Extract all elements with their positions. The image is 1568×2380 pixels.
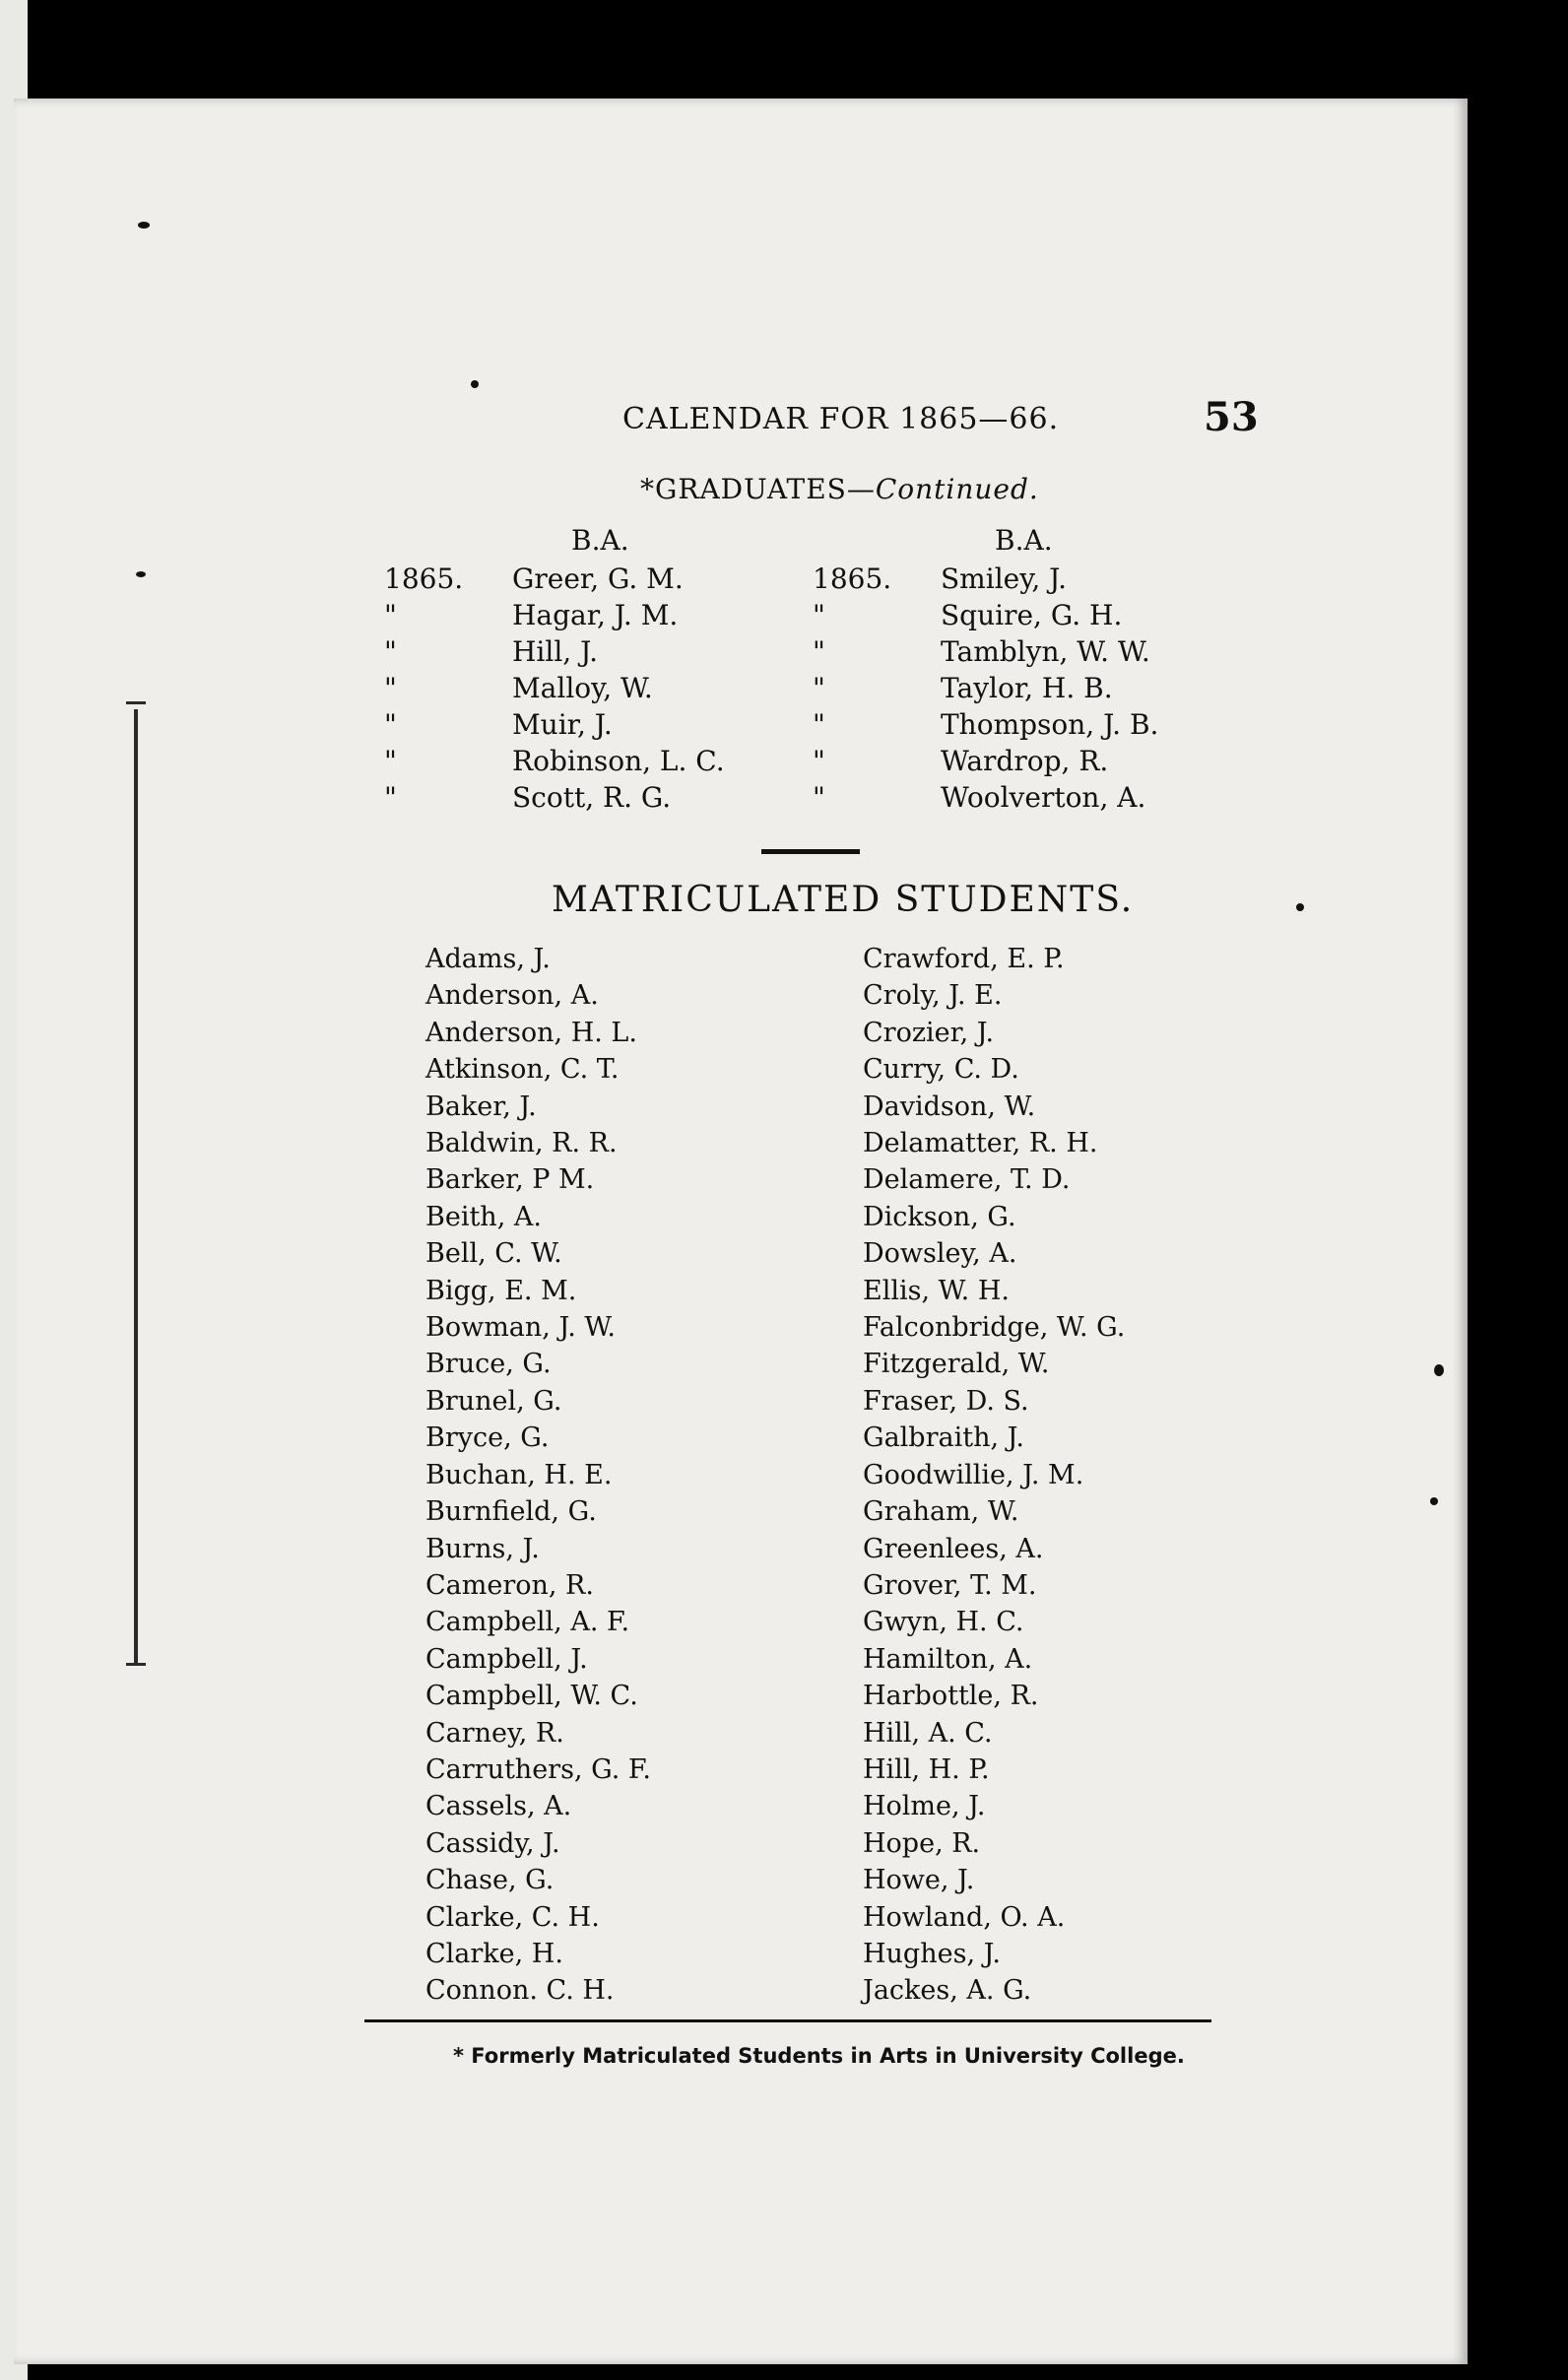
ink-speck [1296,903,1304,911]
graduate-row [384,633,725,670]
student-name: Bell, C. W. [425,1238,562,1270]
student-name: Adams, J. [425,944,551,974]
student-name: Graham, W. [863,1496,1019,1528]
section-divider [761,849,860,854]
graduate-name: Muir, J. [512,708,613,741]
student-name: Anderson, H. L. [425,1017,637,1048]
graduate-year: " [813,599,825,631]
graduates-heading-text: *GRADUATES— [640,473,876,505]
graduate-name: Woolverton, A. [941,781,1146,814]
graduate-row [384,779,725,816]
student-name: Baker, J. [425,1091,537,1122]
graduate-year: " [384,635,397,668]
ink-speck [471,380,479,388]
graduate-row [384,670,725,706]
student-name: Chase, G. [425,1865,555,1896]
graduate-row [813,633,1158,670]
student-name: Galbraith, J. [863,1422,1024,1454]
student-name: Harbottle, R. [863,1681,1039,1712]
graduate-year: " [384,781,397,814]
graduate-name: Wardrop, R. [941,745,1109,777]
graduate-name: Malloy, W. [512,672,653,704]
graduate-row [384,561,725,597]
graduate-year: " [384,745,397,777]
student-name: Carney, R. [425,1717,564,1749]
student-name: Jackes, A. G. [863,1975,1032,2007]
graduate-year: 1865. [813,562,892,595]
matriculated-list-right [863,941,1125,2010]
student-name: Atkinson, C. T. [425,1054,620,1086]
graduate-row [384,743,725,779]
ink-speck [138,222,150,229]
student-name: Beith, A. [425,1201,542,1232]
graduate-name: Hill, J. [512,635,599,668]
graduate-name: Taylor, H. B. [941,672,1113,704]
graduate-name: Squire, G. H. [941,599,1123,631]
student-name: Brunel, G. [425,1385,562,1417]
student-name: Barker, P M. [425,1164,595,1196]
degree-label-right: B.A. [995,524,1053,557]
student-name: Delamere, T. D. [863,1164,1071,1196]
student-name: Cameron, R. [425,1569,594,1601]
footnote: * Formerly Matriculated Students in Arts in University College. [453,2044,1185,2068]
student-name: Falconbridge, W. G. [863,1312,1126,1344]
student-name: Davidson, W. [863,1091,1036,1122]
graduate-year: 1865. [384,562,464,595]
student-name: Hill, H. P. [863,1753,990,1785]
student-name: Crozier, J. [863,1017,995,1048]
student-name: Buchan, H. E. [425,1459,613,1490]
matriculated-heading: MATRICULATED STUDENTS. [552,880,1135,920]
student-name: Fraser, D. S. [863,1385,1029,1417]
student-name: Carruthers, G. F. [425,1753,651,1785]
student-name: Hughes, J. [863,1938,1001,1969]
graduate-row [813,561,1158,597]
student-name: Anderson, A. [425,980,599,1012]
student-name: Hope, R. [863,1827,981,1859]
student-name: Howe, J. [863,1865,975,1896]
graduates-heading-continued: Continued. [875,473,1039,505]
student-name: Bryce, G. [425,1422,550,1454]
student-name: Curry, C. D. [863,1054,1019,1086]
footnote-rule [364,2019,1211,2022]
student-name: Delamatter, R. H. [863,1128,1098,1159]
page-number: 53 [1204,394,1259,440]
graduate-row [813,779,1158,816]
student-name: Bigg, E. M. [425,1275,577,1306]
student-name: Hill, A. C. [863,1717,993,1749]
student-name: Burns, J. [425,1533,540,1564]
student-name: Ellis, W. H. [863,1275,1010,1306]
degree-label-left: B.A. [571,524,629,557]
student-name: Gwyn, H. C. [863,1607,1024,1638]
student-name: Campbell, A. F. [425,1607,630,1638]
graduate-year: " [813,708,825,741]
student-name: Fitzgerald, W. [863,1349,1050,1380]
graduate-row [384,706,725,743]
graduate-year: " [384,599,397,631]
student-name: Dickson, G. [863,1201,1016,1232]
student-name: Bowman, J. W. [425,1312,616,1344]
student-name: Bruce, G. [425,1349,552,1380]
student-name: Cassels, A. [425,1791,572,1822]
graduate-name: Thompson, J. B. [941,708,1159,741]
student-name: Campbell, J. [425,1643,588,1675]
ink-speck [136,571,146,577]
student-name: Clarke, C. H. [425,1901,600,1933]
student-name: Cassidy, J. [425,1827,560,1859]
ink-speck [1434,1364,1444,1376]
graduate-year: " [384,708,397,741]
student-name: Baldwin, R. R. [425,1128,618,1159]
graduate-row [813,743,1158,779]
graduate-year: " [813,635,825,668]
graduate-year: " [813,781,825,814]
student-name: Grover, T. M. [863,1569,1037,1601]
matriculated-list-left [425,941,651,2010]
graduate-name: Scott, R. G. [512,781,672,814]
graduate-year: " [813,672,825,704]
student-name: Clarke, H. [425,1938,563,1969]
graduate-name: Smiley, J. [941,562,1068,595]
student-name: Dowsley, A. [863,1238,1017,1270]
margin-bracket-bottom [126,1663,146,1666]
graduate-row [813,670,1158,706]
student-name: Holme, J. [863,1791,986,1822]
graduate-row [813,706,1158,743]
graduates-list-right [813,561,1158,816]
graduates-heading [640,473,1039,505]
student-name: Hamilton, A. [863,1643,1033,1675]
student-name: Croly, J. E. [863,980,1003,1012]
margin-bracket-top [126,701,146,704]
graduate-row [813,597,1158,633]
graduate-row [384,597,725,633]
graduate-year: " [384,672,397,704]
student-name: Goodwillie, J. M. [863,1459,1084,1490]
student-name: Greenlees, A. [863,1533,1044,1564]
margin-bracket-line [134,709,138,1665]
student-name: Burnfield, G. [425,1496,597,1528]
ink-speck [1430,1497,1438,1505]
graduate-name: Robinson, L. C. [512,745,725,777]
student-name: Crawford, E. P. [863,944,1065,974]
student-name: Connon. C. H. [425,1975,615,2007]
graduate-name: Hagar, J. M. [512,599,679,631]
student-name: Howland, O. A. [863,1901,1066,1933]
student-name: Campbell, W. C. [425,1681,638,1712]
graduate-name: Greer, G. M. [512,562,684,595]
page-header-title: CALENDAR FOR 1865—66. [622,402,1060,436]
graduate-year: " [813,745,825,777]
graduates-list-left [384,561,725,816]
graduate-name: Tamblyn, W. W. [941,635,1150,668]
